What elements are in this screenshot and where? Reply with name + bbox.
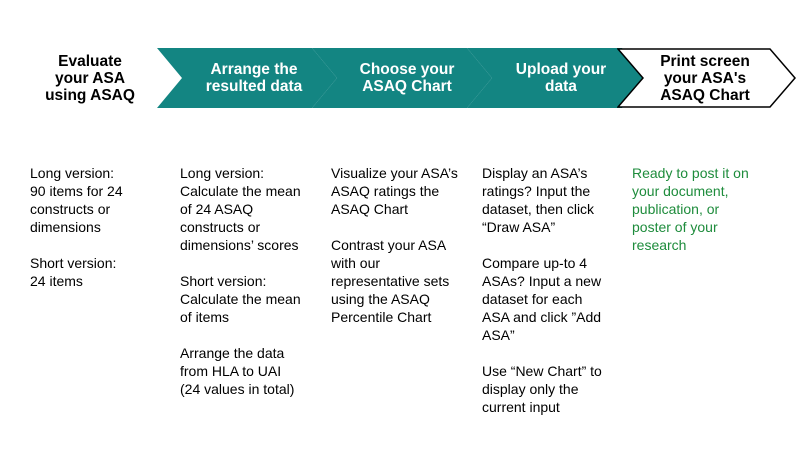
step-label: Print screen your ASA's ASAQ Chart [660, 52, 750, 104]
description-paragraph: Arrange the data from HLA to UAI (24 values in total) [180, 345, 295, 397]
description-paragraph: Short version: Calculate the mean of items [180, 273, 301, 325]
description-column-choose [331, 164, 476, 326]
description-column-arrange [180, 164, 320, 398]
step-label: Arrange the resulted data [205, 61, 303, 95]
description-column-upload [482, 164, 622, 416]
description-paragraph: Use “New Chart” to display only the current input [482, 363, 602, 415]
step-choose-chevron [312, 48, 492, 108]
description-paragraph: Compare up-to 4 ASAs? Input a new dataset for each ASA and click ”Add ASA” [482, 255, 602, 343]
description-paragraph: Visualize your ASA’s ASAQ ratings the ASAQ Chart [331, 165, 458, 217]
description-paragraph: Long version: 90 items for 24 constructs or dimensions [30, 165, 123, 235]
description-column-evaluate [30, 164, 160, 290]
description-paragraph: Contrast your ASA with our representative sets using the ASAQ Percentile Chart [331, 237, 450, 325]
description-column-print [632, 164, 782, 254]
description-paragraph: Short version: 24 items [30, 255, 117, 289]
description-paragraph: Ready to post it on your document, publication, or poster of your research [632, 165, 749, 253]
step-label: Upload your data [515, 61, 607, 95]
description-paragraph: Long version: Calculate the mean of 24 ASAQ constructs or dimensions’ scores [180, 165, 301, 253]
description-paragraph: Display an ASA’s ratings? Input the dataset, then click “Draw ASA” [482, 165, 595, 235]
step-label: Evaluate your ASA using ASAQ [45, 52, 135, 104]
step-label: Choose your ASAQ Chart [359, 61, 455, 95]
step-evaluate [20, 48, 160, 108]
step-print-chevron [617, 48, 797, 108]
step-arrange-chevron [157, 48, 337, 108]
